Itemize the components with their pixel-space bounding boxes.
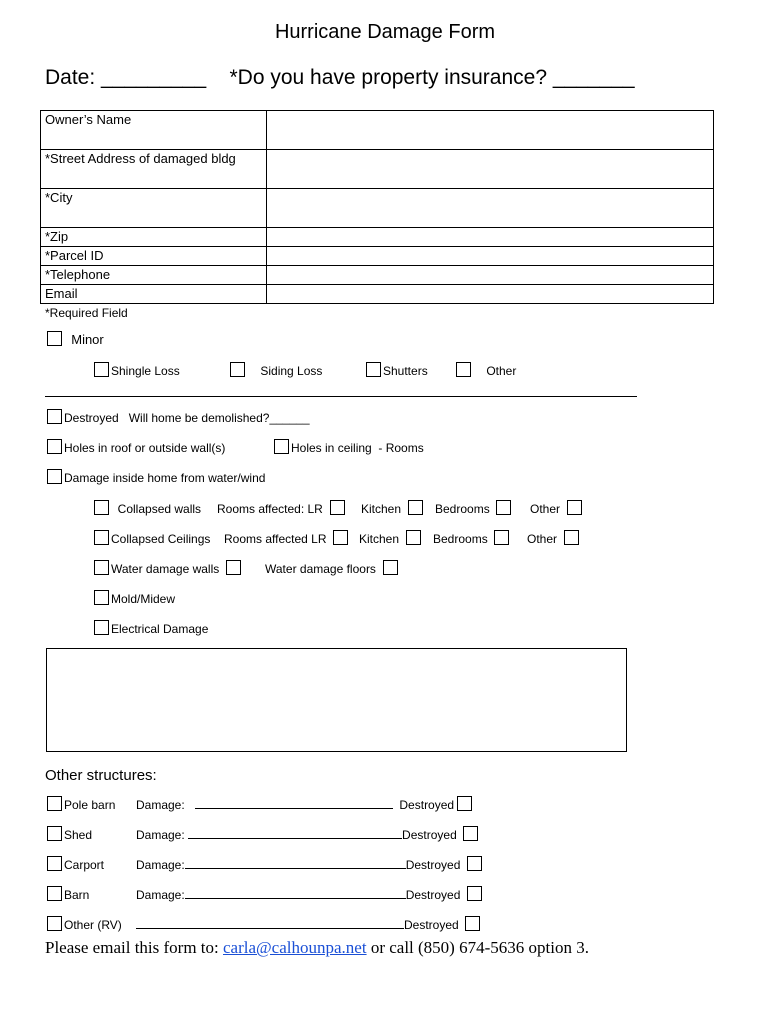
other-rv-label: Other (RV): [64, 918, 122, 932]
barn-checkbox[interactable]: [47, 886, 62, 901]
table-row: [41, 228, 714, 247]
other-rv-destroyed-checkbox[interactable]: [465, 916, 480, 931]
ceilings-other-checkbox[interactable]: [564, 530, 579, 545]
water-floors-option: [265, 560, 400, 576]
shed-destroyed-checkbox[interactable]: [463, 826, 478, 841]
water-walls-checkbox[interactable]: [226, 560, 241, 575]
pole-barn-checkbox[interactable]: [47, 796, 62, 811]
shingle-loss-label: Shingle Loss: [111, 364, 180, 378]
street-address-field[interactable]: [267, 150, 714, 189]
zip-label: *Zip: [41, 228, 267, 247]
ceilings-bedrooms-checkbox[interactable]: [494, 530, 509, 545]
barn-row: [47, 886, 89, 902]
walls-bedrooms: [435, 500, 513, 516]
holes-ceiling-option: [274, 439, 424, 455]
other-rv-damage-line[interactable]: [136, 917, 404, 929]
ceilings-lr-checkbox[interactable]: [333, 530, 348, 545]
destroyed-label: Destroyed: [402, 828, 457, 842]
walls-lr-checkbox[interactable]: [330, 500, 345, 515]
table-row: [41, 150, 714, 189]
minor-label: Minor: [71, 332, 104, 347]
email-field[interactable]: [267, 285, 714, 304]
walls-kitchen-label: Kitchen: [361, 502, 402, 516]
barn-label: Barn: [64, 888, 90, 902]
ceilings-kitchen: [359, 530, 423, 546]
damage-label: Damage:: [136, 888, 185, 902]
ceilings-kitchen-checkbox[interactable]: [406, 530, 421, 545]
telephone-field[interactable]: [267, 266, 714, 285]
barn-damage: [136, 886, 484, 902]
other-structures-heading: Other structures:: [45, 767, 157, 784]
required-field-note: *Required Field: [45, 306, 128, 320]
minor-checkbox[interactable]: [47, 331, 62, 346]
collapsed-ceilings-label: Collapsed Ceilings: [111, 532, 211, 546]
damage-label: Damage:: [136, 828, 185, 842]
date-line: [45, 66, 635, 90]
pole-barn-destroyed-checkbox[interactable]: [457, 796, 472, 811]
carport-row: [47, 856, 104, 872]
pole-barn-row: [47, 796, 115, 812]
date-label[interactable]: Date: _________: [45, 66, 207, 89]
mold-checkbox[interactable]: [94, 590, 109, 605]
carport-label: Carport: [64, 858, 105, 872]
ceilings-kitchen-label: Kitchen: [359, 532, 400, 546]
pole-barn-damage: [136, 796, 474, 812]
destroyed-label: Destroyed: [399, 798, 455, 812]
ceilings-other: [527, 530, 581, 546]
water-walls-option: [94, 560, 243, 576]
minor-row: [47, 331, 104, 347]
shutters-option: [366, 362, 428, 378]
destroyed-checkbox[interactable]: [47, 409, 62, 424]
collapsed-ceilings-option: [94, 530, 210, 546]
electrical-option: [94, 620, 208, 636]
form-title: Hurricane Damage Form: [274, 21, 496, 43]
destroyed-label: Destroyed: [404, 918, 459, 932]
zip-field[interactable]: [267, 228, 714, 247]
carport-checkbox[interactable]: [47, 856, 62, 871]
barn-destroyed-checkbox[interactable]: [467, 886, 482, 901]
insurance-label[interactable]: *Do you have property insurance? _______: [229, 66, 635, 89]
shed-damage: [136, 826, 480, 842]
owner-name-field[interactable]: [267, 111, 714, 150]
interior-damage-label: Damage inside home from water/wind: [64, 471, 266, 485]
table-row: [41, 266, 714, 285]
water-walls-label: Water damage walls: [111, 562, 220, 576]
carport-damage-line[interactable]: [185, 857, 406, 869]
walls-other: [530, 500, 584, 516]
mold-label: Mold/Midew: [111, 592, 176, 606]
water-floors-label: Water damage floors: [265, 562, 376, 576]
footer-prefix: Please email this form to:: [45, 938, 219, 957]
holes-roof-option: [47, 439, 225, 455]
collapsed-walls-checkbox[interactable]: [94, 500, 109, 515]
parcel-id-field[interactable]: [267, 247, 714, 266]
holes-ceiling-label: Holes in ceiling: [291, 441, 372, 455]
collapsed-walls-option: [94, 500, 201, 516]
collapsed-ceilings-checkbox[interactable]: [94, 530, 109, 545]
electrical-checkbox[interactable]: [94, 620, 109, 635]
shingle-loss-option: [94, 362, 180, 378]
walls-rooms-lr: [217, 500, 347, 516]
table-row: [41, 111, 714, 150]
ceilings-bedrooms-label: Bedrooms: [433, 532, 488, 546]
ceilings-rooms-label: Rooms affected LR: [224, 532, 327, 546]
minor-other-label: Other: [486, 364, 517, 378]
other-rv-checkbox[interactable]: [47, 916, 62, 931]
siding-loss-option: [230, 362, 322, 378]
footer-contact: [45, 938, 589, 958]
pole-barn-label: Pole barn: [64, 798, 116, 812]
owner-info-table: [40, 110, 714, 304]
water-floors-checkbox[interactable]: [383, 560, 398, 575]
damage-label: Damage:: [136, 858, 185, 872]
minor-other-checkbox[interactable]: [456, 362, 471, 377]
shed-row: [47, 826, 92, 842]
telephone-label: *Telephone: [41, 266, 267, 285]
walls-other-checkbox[interactable]: [567, 500, 582, 515]
table-row: [41, 285, 714, 304]
notes-box[interactable]: [46, 648, 627, 752]
street-address-label: *Street Address of damaged bldg: [41, 150, 267, 189]
collapsed-walls-label: Collapsed walls: [117, 502, 202, 516]
pole-barn-damage-line[interactable]: [195, 797, 393, 809]
shed-damage-line[interactable]: [188, 827, 402, 839]
carport-damage: [136, 856, 484, 872]
mold-option: [94, 590, 175, 606]
ceilings-rooms-lr: [224, 530, 350, 546]
interior-damage-option: [47, 469, 265, 485]
destroyed-label: Destroyed: [405, 858, 461, 872]
holes-roof-label: Holes in roof or outside wall(s): [64, 441, 226, 455]
siding-loss-checkbox[interactable]: [230, 362, 245, 377]
city-label: *City: [41, 189, 267, 228]
minor-other-option: [456, 362, 516, 378]
walls-bedrooms-label: Bedrooms: [435, 502, 490, 516]
holes-roof-checkbox[interactable]: [47, 439, 62, 454]
walls-rooms-label: Rooms affected: LR: [217, 502, 323, 516]
shutters-checkbox[interactable]: [366, 362, 381, 377]
siding-loss-label: Siding Loss: [260, 364, 323, 378]
shingle-loss-checkbox[interactable]: [94, 362, 109, 377]
email-label: Email: [41, 285, 267, 304]
owner-name-label: Owner’s Name: [41, 111, 267, 150]
walls-bedrooms-checkbox[interactable]: [496, 500, 511, 515]
interior-damage-checkbox[interactable]: [47, 469, 62, 484]
walls-kitchen: [361, 500, 425, 516]
holes-ceiling-checkbox[interactable]: [274, 439, 289, 454]
table-row: [41, 189, 714, 228]
electrical-label: Electrical Damage: [111, 622, 209, 636]
walls-other-label: Other: [530, 502, 561, 516]
email-link[interactable]: carla@calhounpa.net: [223, 938, 367, 957]
table-row: [41, 247, 714, 266]
ceilings-bedrooms: [433, 530, 511, 546]
barn-damage-line[interactable]: [185, 887, 406, 899]
damage-label: Damage:: [136, 798, 185, 812]
water-walls-lead-checkbox[interactable]: [94, 560, 109, 575]
parcel-id-label: *Parcel ID: [41, 247, 267, 266]
divider-line: [45, 396, 637, 397]
city-field[interactable]: [267, 189, 714, 228]
demolish-question[interactable]: Will home be demolished?______: [128, 411, 310, 425]
destroyed-label: Destroyed: [405, 888, 461, 902]
destroyed-row: [47, 409, 310, 425]
shutters-label: Shutters: [383, 364, 428, 378]
destroyed-label: Destroyed: [64, 411, 119, 425]
carport-destroyed-checkbox[interactable]: [467, 856, 482, 871]
shed-label: Shed: [64, 828, 93, 842]
walls-kitchen-checkbox[interactable]: [408, 500, 423, 515]
ceilings-other-label: Other: [527, 532, 558, 546]
other-rv-row: [47, 916, 122, 932]
holes-rooms-label: - Rooms: [378, 441, 424, 455]
shed-checkbox[interactable]: [47, 826, 62, 841]
footer-suffix: or call (850) 674-5636 option 3.: [370, 938, 589, 957]
other-rv-damage: [136, 916, 482, 932]
